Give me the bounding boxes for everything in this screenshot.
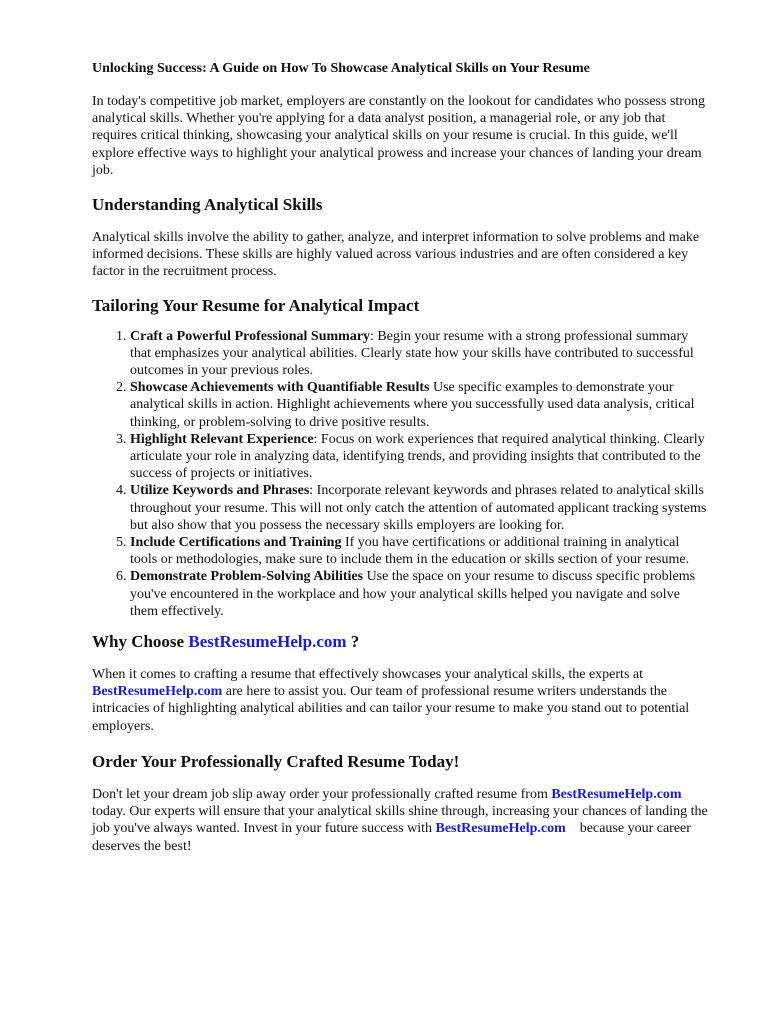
- tailoring-heading: Tailoring Your Resume for Analytical Impact: [92, 295, 420, 315]
- order-text-2: today. Our experts will ensure that your analytical skills shine through, increasing your chances of landing the job you've always wanted. Invest in your future success with: [92, 804, 708, 837]
- why-choose-heading: [92, 631, 708, 653]
- why-text-after: are here to assist you. Our team of professional resume writers understands the intricacies of highlighting analytical abilities and can tailor your resume to make you stand out to potential employers.: [92, 684, 690, 734]
- intro-paragraph: In today's competitive job market, employers are constantly on the lookout for candidates who possess strong analytical skills. Whether you're applying for a data analyst position, a managerial role, or any job that requires critical thinking, showcasing your analytical skills on your resume is crucial. In this guide, we'll explore effective ways to highlight your analytical prowess and increase your chances of landing your dream job.: [92, 94, 705, 178]
- order-text-1: Don't let your dream job slip away order your professionally crafted resume from: [92, 786, 552, 802]
- order-link-2[interactable]: BestResumeHelp.com: [435, 821, 566, 837]
- understanding-heading: Understanding Analytical Skills: [92, 195, 323, 215]
- why-heading-suffix: ?: [346, 632, 360, 652]
- tip-text: : Incorporate relevant keywords and phrases related to analytical skills throughout your resume. This will not only catch the attention of automated applicant tracking systems but also show that you possess the necessary skills employers are looking for.: [130, 483, 707, 533]
- list-item: [130, 534, 708, 568]
- why-heading-prefix: Why Choose: [92, 632, 189, 652]
- order-text-3: because your career deserves the best!: [92, 821, 695, 854]
- tip-text: Use the space on your resume to discuss specific problems you've encountered in the workplace and how your analytical skills helped you navigate and solve them effectively.: [130, 569, 696, 619]
- tips-list: [92, 328, 708, 620]
- list-item: [130, 328, 708, 380]
- tip-text: Use specific examples to demonstrate your analytical skills in action. Highlight achievements where you successfully used data analysis, critical thinking, or problem-solving to drive positive results.: [130, 380, 695, 430]
- tip-text: If you have certifications or additional training in analytical tools or methodologies, make sure to include them in the education or skills section of your resume.: [130, 535, 690, 568]
- order-heading: Order Your Professionally Crafted Resume Today!: [92, 751, 460, 771]
- why-link[interactable]: BestResumeHelp.com: [92, 684, 223, 700]
- why-choose-paragraph: [92, 666, 708, 735]
- list-item: [130, 568, 708, 620]
- understanding-paragraph: Analytical skills involve the ability to gather, analyze, and interpret information to solve problems and make informed decisions. These skills are highly valued across various industries and are often considered a key factor in the recruitment process.: [92, 230, 700, 280]
- order-link-1[interactable]: BestResumeHelp.com: [551, 786, 682, 802]
- list-item: [130, 379, 708, 431]
- list-item: [130, 482, 708, 534]
- list-item: [130, 431, 708, 483]
- why-heading-link[interactable]: BestResumeHelp.com: [188, 632, 347, 652]
- tip-text: : Focus on work experiences that required analytical thinking. Clearly articulate your role in analyzing data, identifying trends, and providing insights that contributed to the success of projects or initiatives.: [130, 431, 705, 482]
- tip-title: Demonstrate Problem-Solving Abilities: [130, 569, 364, 585]
- why-text-before: When it comes to crafting a resume that effectively showcases your analytical skills, the experts at: [92, 667, 643, 683]
- document-title: Unlocking Success: A Guide on How To Showcase Analytical Skills on Your Resume: [92, 61, 590, 76]
- tip-title: Include Certifications and Training: [130, 535, 342, 551]
- tip-title: Highlight Relevant Experience: [130, 431, 314, 447]
- tip-title: Craft a Powerful Professional Summary: [130, 328, 371, 344]
- tip-text: : Begin your resume with a strong professional summary that emphasizes your analytical abilities. Clearly state how your skills have contributed to successful outcomes in your previous roles.: [130, 328, 694, 379]
- tip-title: Showcase Achievements with Quantifiable Results: [130, 380, 430, 396]
- tip-title: Utilize Keywords and Phrases: [130, 483, 310, 499]
- order-paragraph: [92, 786, 708, 855]
